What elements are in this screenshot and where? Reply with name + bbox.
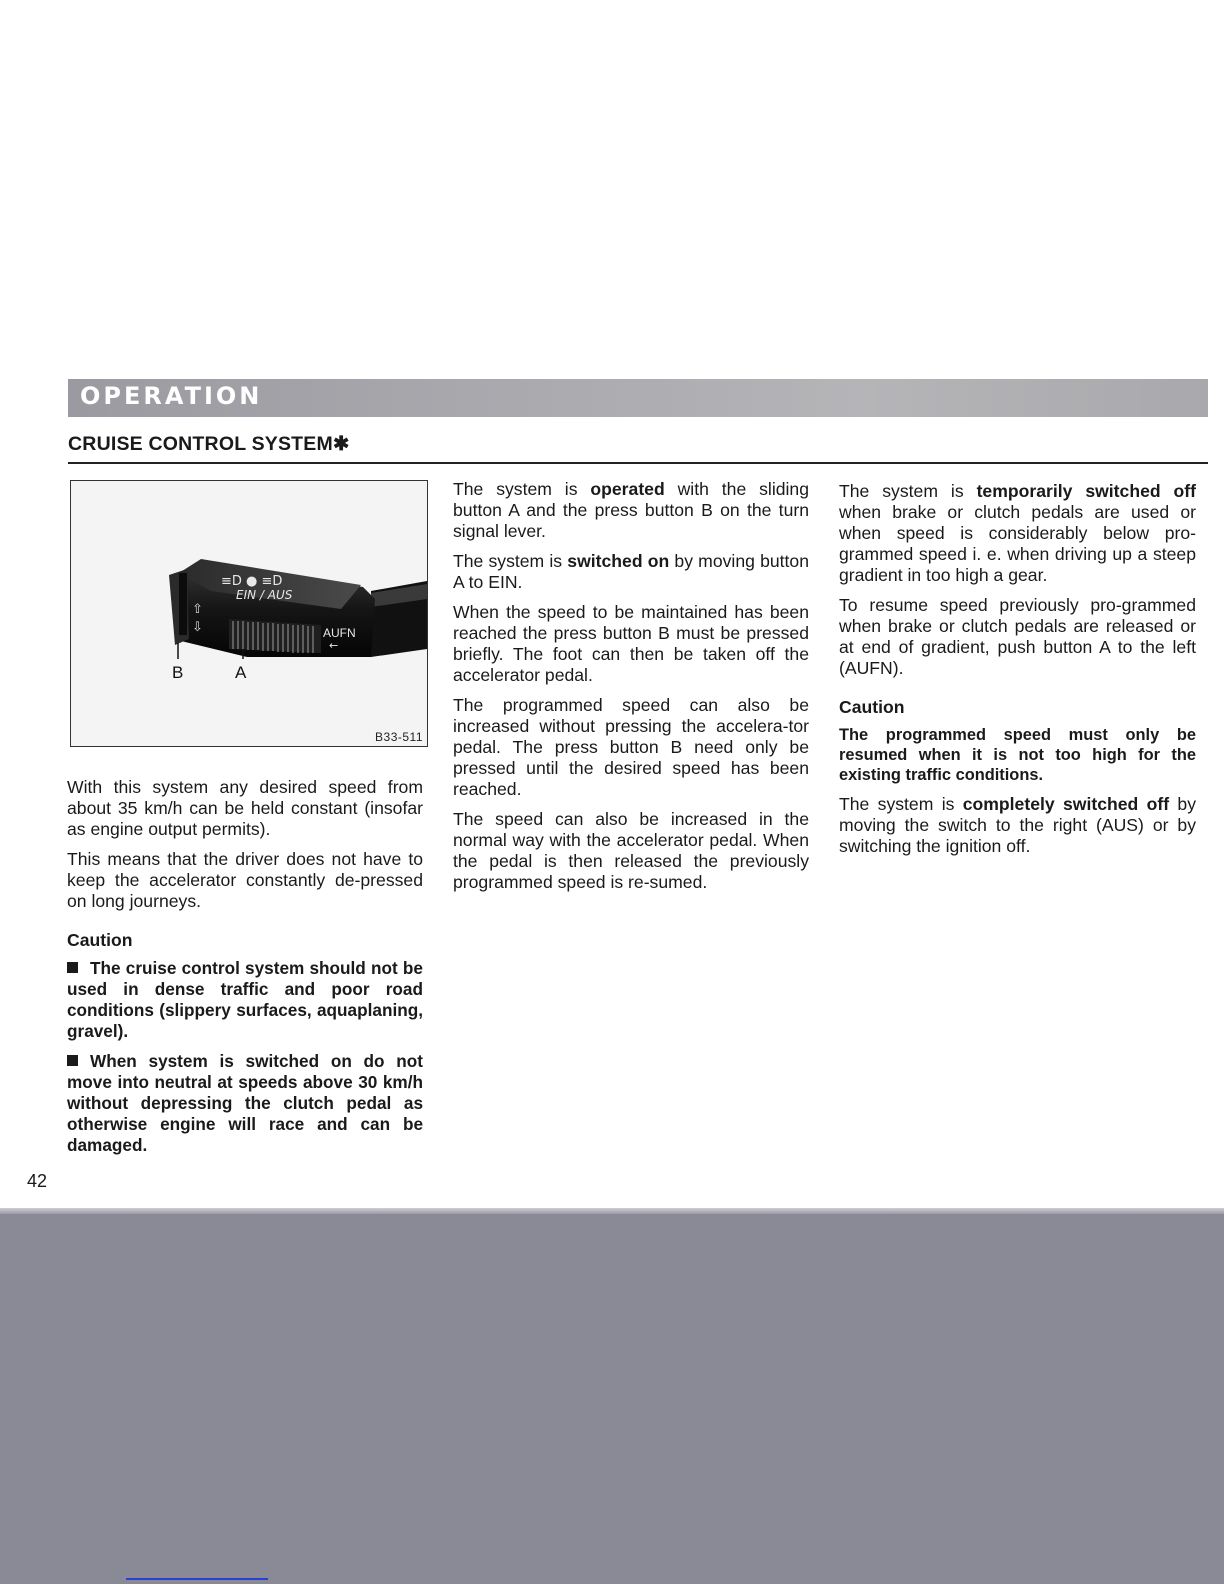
svg-text:⇧: ⇧ <box>192 602 203 617</box>
page-number: 42 <box>27 1171 48 1191</box>
paragraph: The system is completely switched off by moving the switch to the right (AUS) or by switching the ignition off. <box>839 794 1196 856</box>
paragraph: The system is switched on by moving button A to EIN. <box>453 551 809 592</box>
turn-signal-lever-illustration <box>71 481 427 746</box>
section-bar <box>68 379 1208 417</box>
bullet-icon <box>67 962 78 973</box>
svg-text:⇩: ⇩ <box>192 620 203 635</box>
paragraph: The programmed speed can also be increased without pressing the accelera-tor pedal. The press button B need only be pressed until the desired speed has been reached. <box>453 695 809 799</box>
column-2 <box>453 479 809 902</box>
scan-background <box>0 1214 1224 1584</box>
column-3 <box>839 481 1196 866</box>
paragraph: To resume speed previously pro-grammed when brake or clutch pedals are released or at end of gradient, push button A to the left (AUFN). <box>839 595 1196 678</box>
blue-underline <box>126 1578 268 1580</box>
svg-text:≡D ● ≡D: ≡D ● ≡D <box>221 574 283 589</box>
paragraph: This means that the driver does not have to keep the accelerator constantly de-pressed on long journeys. <box>67 849 423 911</box>
caution-title: Caution <box>839 697 905 717</box>
page-title: CRUISE CONTROL SYSTEM✱ <box>68 433 350 455</box>
svg-text:EIN / AUS: EIN / AUS <box>236 588 293 602</box>
paragraph: With this system any desired speed from about 35 km/h can be held constant (insofar as engine output permits). <box>67 777 423 839</box>
section-label: OPERATION <box>80 382 263 410</box>
paragraph: The system is temporarily switched off when brake or clutch pedals are used or when speed is considerably below pro-grammed speed i. e. when driving up a steep gradient in too high a gear. <box>839 481 1197 585</box>
caution-title: Caution <box>67 930 133 950</box>
figure-code: B33-511 <box>375 730 423 744</box>
paragraph: The speed can also be increased in the normal way with the accelerator pedal. When the pedal is then released the previously programmed speed is re-sumed. <box>453 809 809 892</box>
paragraph: The system is operated with the sliding button A and the press button B on the turn signal lever. <box>453 479 809 541</box>
paragraph: When the speed to be maintained has been reached the press button B must be pressed briefly. The foot can then be taken off the accelerator pedal. <box>453 602 809 685</box>
svg-text:←: ← <box>329 639 339 652</box>
caution-bullet: When system is switched on do not move into neutral at speeds above 30 km/h without depressing the clutch pedal as otherwise engine will race and can be damaged. <box>67 1051 423 1155</box>
column-1 <box>67 777 423 1165</box>
svg-text:AUFN: AUFN <box>323 626 356 640</box>
bullet-icon <box>67 1055 78 1066</box>
callout-a: A <box>235 663 247 682</box>
caution-text: The programmed speed must only be resumed when it is not too high for the existing traffic conditions. <box>839 726 1196 784</box>
lever-figure <box>70 480 428 747</box>
heading-rule <box>68 462 1208 464</box>
caution-bullet: The cruise control system should not be used in dense traffic and poor road conditions (slippery surfaces, aquaplaning, gravel). <box>67 958 423 1041</box>
callout-b: B <box>172 663 184 682</box>
